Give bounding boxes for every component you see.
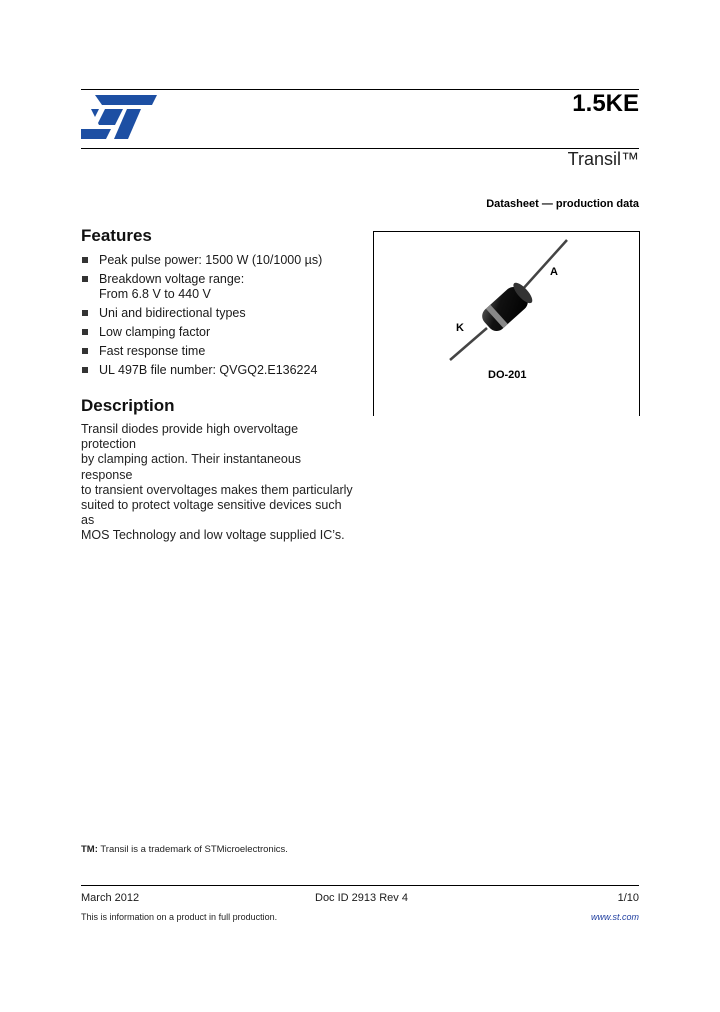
anode-lead [522,240,567,290]
footer-website-link[interactable]: www.st.com [590,912,639,922]
bullet-icon [82,257,88,263]
package-name: DO-201 [488,369,527,381]
list-item: Uni and bidirectional types [81,306,361,321]
features-heading: Features [81,226,152,245]
st-logo [81,95,157,139]
datasheet-label: Datasheet — production data [486,198,639,210]
footer-rule [81,885,639,886]
footer-page-number: 1/10 [617,892,639,904]
description-heading: Description [81,396,175,415]
cathode-label: K [456,322,464,334]
list-item: Fast response time [81,344,361,359]
list-item: Breakdown voltage range: From 6.8 V to 440 V [81,272,361,302]
part-number: 1.5KE [572,90,639,117]
header-bottom-rule [81,148,639,149]
features-list [81,253,361,382]
list-item: Peak pulse power: 1500 W (10/1000 µs) [81,253,361,268]
bullet-icon [82,310,88,316]
diode-body [478,280,535,335]
footer-date: March 2012 [81,892,140,904]
package-figure [373,231,640,416]
diode-illustration [374,232,639,416]
list-item: Low clamping factor [81,325,361,340]
trademark-footnote: TM: Transil is a trademark of STMicroelectronics. [81,844,288,855]
bullet-icon [82,348,88,354]
bullet-icon [82,329,88,335]
footer-doc-id: Doc ID 2913 Rev 4 [315,892,408,904]
product-subtitle: Transil™ [567,149,639,169]
bullet-icon [82,276,88,282]
description-text: Transil diodes provide high overvoltage protection by clamping action. Their instantaneous response to transient overvoltages makes them particularly suited to protect voltage sensitive devices such as MOS Technology and low voltage supplied IC’s. [81,422,353,543]
anode-label: A [550,266,558,278]
list-item: UL 497B file number: QVGQ2.E136224 [81,363,361,378]
footer-production-note: This is information on a product in full production. [81,912,278,922]
bullet-icon [82,367,88,373]
header-top-rule [81,89,639,90]
